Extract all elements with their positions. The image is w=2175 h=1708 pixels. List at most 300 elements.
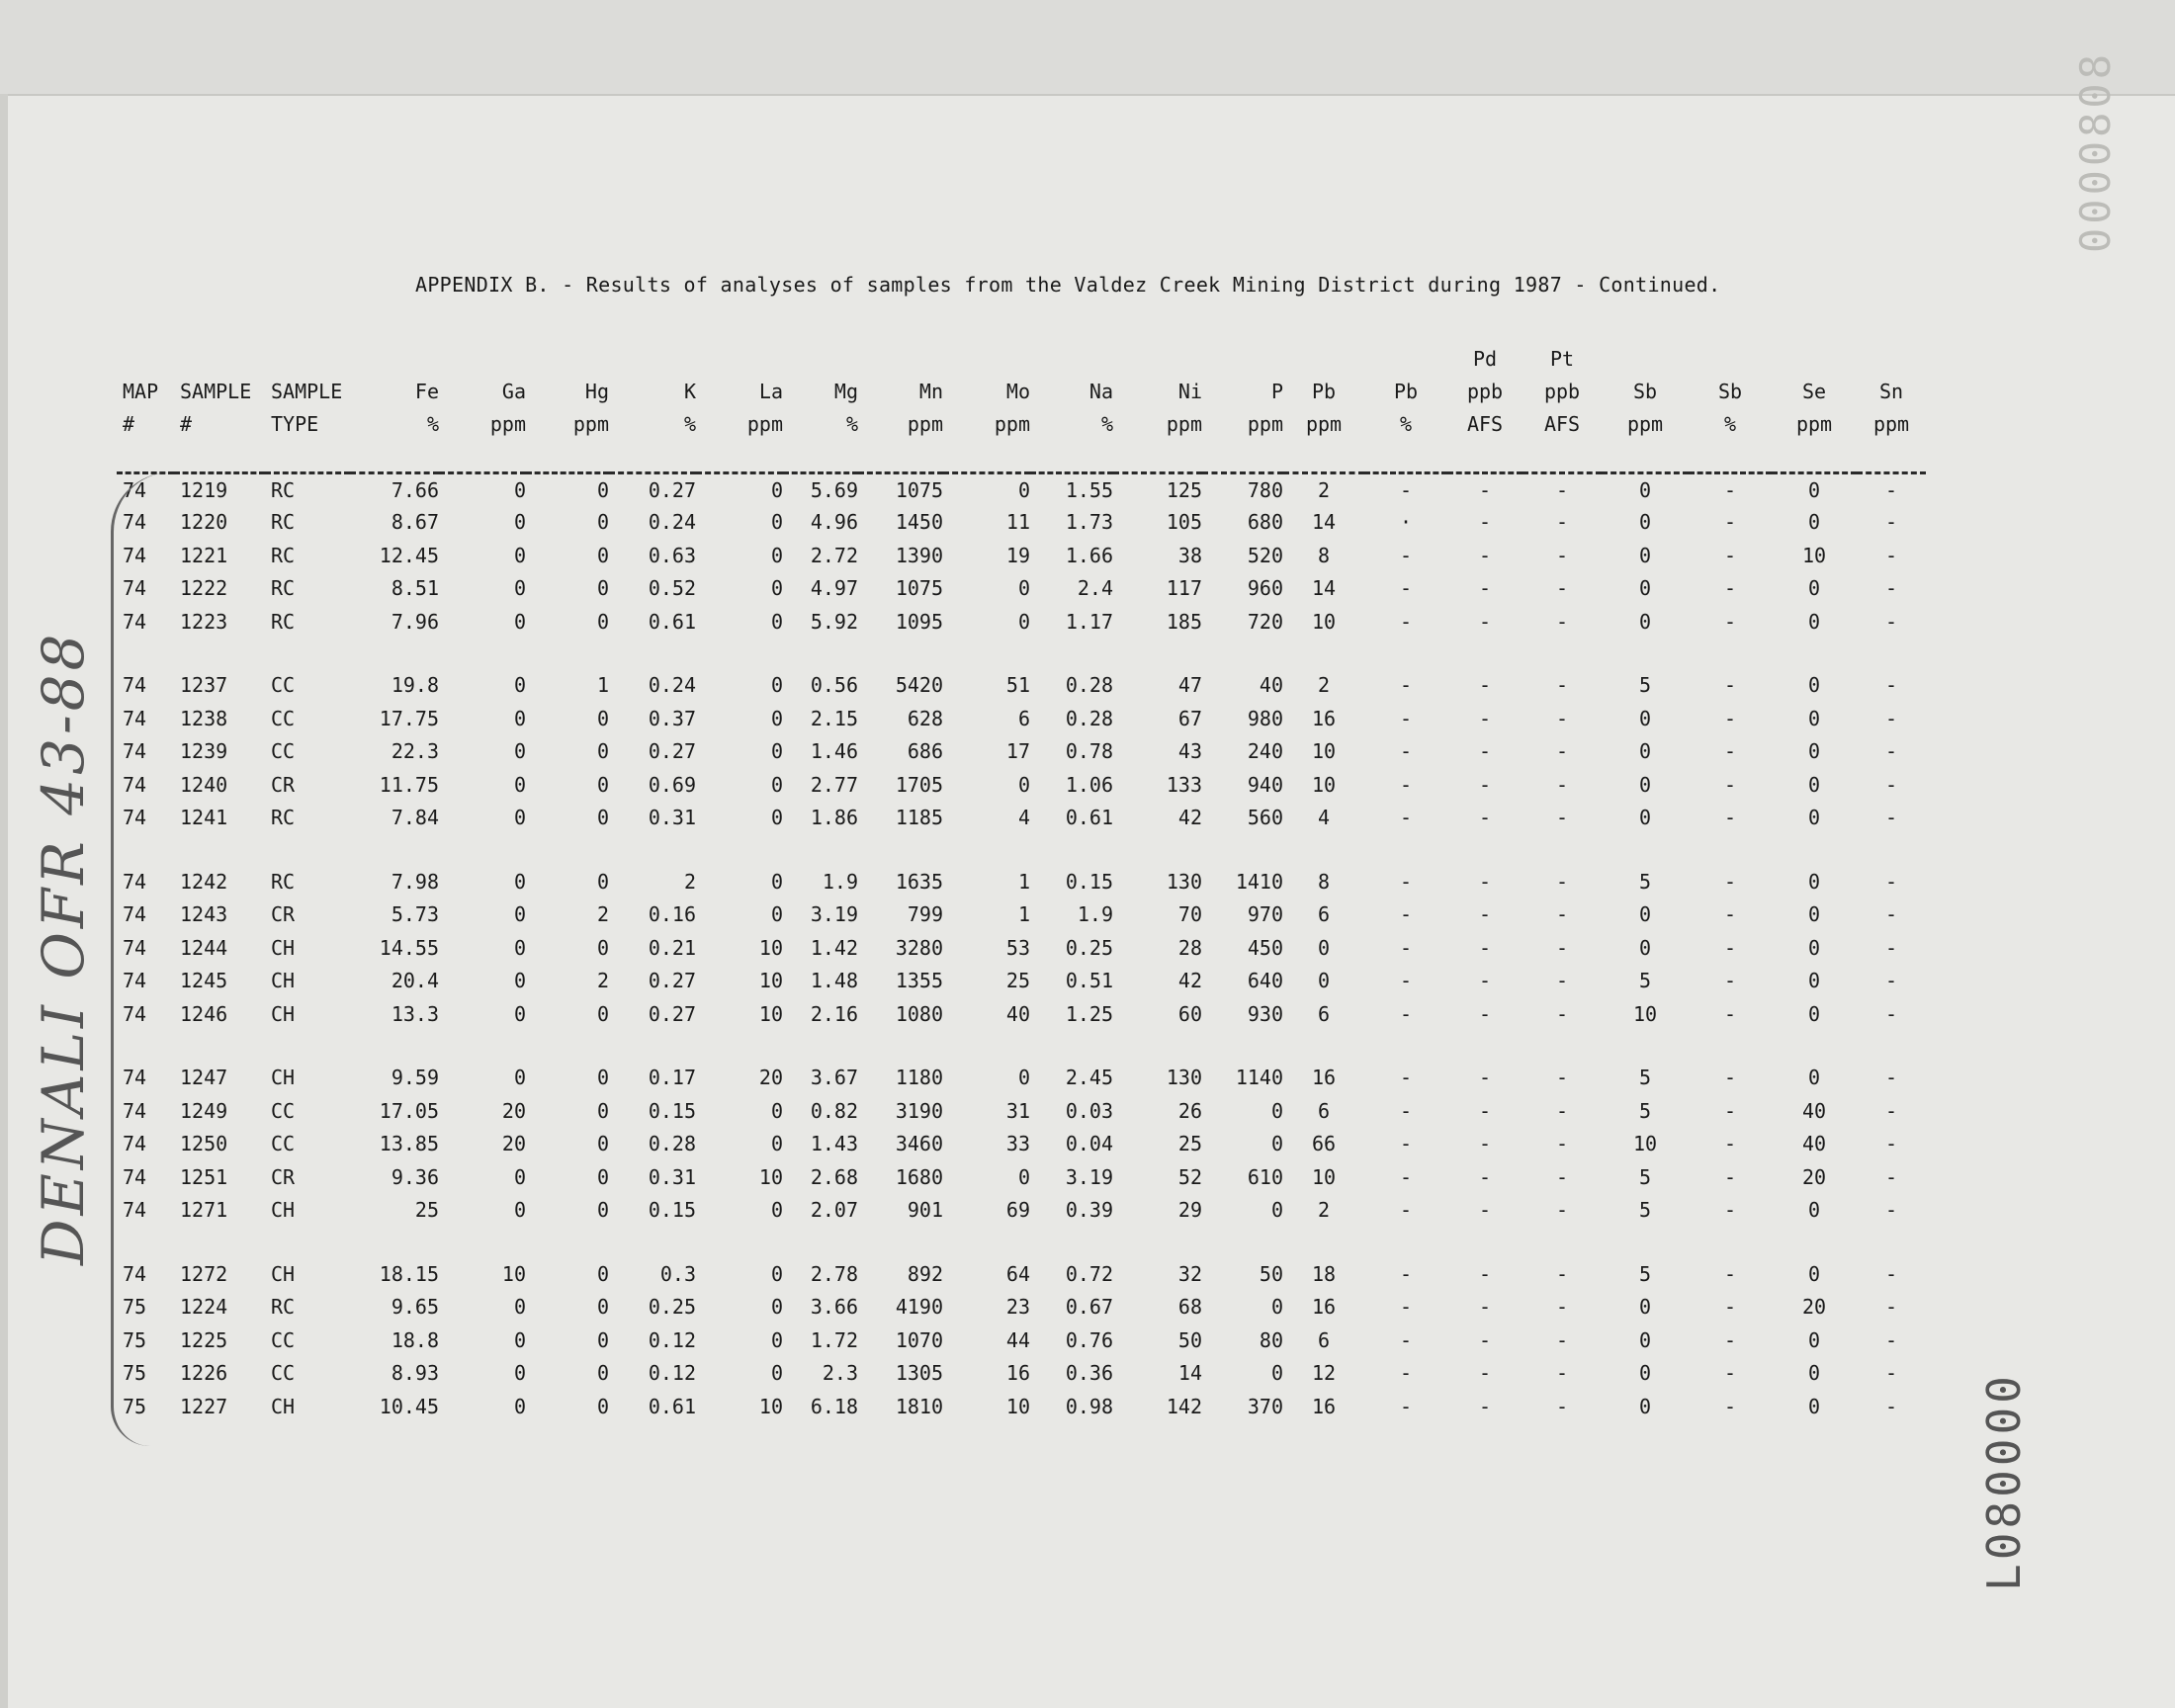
cell-ni: 38 xyxy=(1177,543,1202,567)
cell-pt: - xyxy=(1555,1361,1569,1386)
cell-pt: - xyxy=(1555,609,1569,634)
cell-ga: 0 xyxy=(513,902,526,927)
cell-sb-ppm: 0 xyxy=(1638,1295,1652,1320)
cell-sn: - xyxy=(1884,576,1898,601)
cell-pd: - xyxy=(1478,772,1492,797)
cell-pb-ppm: 16 xyxy=(1311,1066,1337,1090)
cell-la: 0 xyxy=(770,869,783,894)
cell-fe: 9.65 xyxy=(391,1295,439,1320)
cell-pt: - xyxy=(1555,576,1569,601)
cell-la: 0 xyxy=(770,739,783,764)
cell-na: 2.45 xyxy=(1065,1066,1113,1090)
cell-ni: 43 xyxy=(1177,739,1202,764)
cell-mg: 3.66 xyxy=(810,1295,858,1320)
cell-p: 370 xyxy=(1247,1394,1283,1418)
cell-p: 240 xyxy=(1247,739,1283,764)
cell-la: 0 xyxy=(770,1198,783,1223)
table-row xyxy=(117,1257,1926,1291)
cell-se: 0 xyxy=(1807,510,1821,535)
cell-pd: - xyxy=(1478,1261,1492,1286)
cell-mn: 3280 xyxy=(895,935,943,960)
header-cell-sb-pct: % xyxy=(1723,411,1737,436)
cell-k: 0.31 xyxy=(648,1164,696,1189)
cell-pd: - xyxy=(1478,1198,1492,1223)
header-cell-ga: ppm xyxy=(489,411,526,436)
cell-hg: 0 xyxy=(596,1198,609,1223)
table-row xyxy=(117,898,1926,932)
cell-type: RC xyxy=(271,576,296,601)
cell-pt: - xyxy=(1555,772,1569,797)
cell-k: 0.24 xyxy=(648,673,696,698)
cell-k: 0.17 xyxy=(648,1066,696,1090)
cell-pb-pct: - xyxy=(1399,739,1413,764)
cell-fe: 20.4 xyxy=(391,969,439,993)
cell-ni: 67 xyxy=(1177,706,1202,730)
cell-sb-pct: - xyxy=(1723,806,1737,830)
cell-la: 0 xyxy=(770,902,783,927)
header-cell-type: SAMPLE xyxy=(271,379,343,403)
cell-type: CC xyxy=(271,673,296,698)
cell-mn: 3460 xyxy=(895,1132,943,1156)
cell-pd: - xyxy=(1478,609,1492,634)
cell-na: 0.28 xyxy=(1065,706,1113,730)
cell-k: 0.52 xyxy=(648,576,696,601)
cell-type: RC xyxy=(271,543,296,567)
header-cell-sb-pct: Sb xyxy=(1717,379,1743,403)
cell-fe: 17.75 xyxy=(379,706,439,730)
cell-mg: 2.07 xyxy=(810,1198,858,1223)
cell-mg: 1.43 xyxy=(810,1132,858,1156)
cell-na: 0.36 xyxy=(1065,1361,1113,1386)
cell-pb-pct: - xyxy=(1399,806,1413,830)
cell-na: 0.72 xyxy=(1065,1261,1113,1286)
cell-fe: 5.73 xyxy=(391,902,439,927)
cell-sn: - xyxy=(1884,772,1898,797)
header-cell-pb-ppm: ppm xyxy=(1305,411,1343,436)
header-cell-sample: # xyxy=(180,411,193,436)
cell-se: 0 xyxy=(1807,969,1821,993)
cell-mg: 1.72 xyxy=(810,1327,858,1352)
header-cell-sn: Sn xyxy=(1878,379,1904,403)
cell-sample: 1237 xyxy=(180,673,228,698)
table-row xyxy=(117,931,1926,965)
cell-sb-pct: - xyxy=(1723,869,1737,894)
cell-mn: 1810 xyxy=(895,1394,943,1418)
cell-sb-ppm: 0 xyxy=(1638,772,1652,797)
cell-type: CH xyxy=(271,1261,296,1286)
header-cell-p: ppm xyxy=(1247,411,1283,436)
cell-mo: 0 xyxy=(1017,1066,1030,1090)
cell-sb-pct: - xyxy=(1723,739,1737,764)
header-cell-mo: ppm xyxy=(994,411,1030,436)
cell-pb-ppm: 2 xyxy=(1317,1198,1331,1223)
cell-mo: 0 xyxy=(1017,477,1030,502)
cell-mo: 10 xyxy=(1005,1394,1030,1418)
header-row xyxy=(117,342,1926,375)
cell-se: 0 xyxy=(1807,706,1821,730)
cell-pd: - xyxy=(1478,543,1492,567)
cell-pd: - xyxy=(1478,477,1492,502)
cell-k: 2 xyxy=(683,869,696,894)
cell-sn: - xyxy=(1884,477,1898,502)
cell-map: 75 xyxy=(123,1327,147,1352)
header-cell-fe: % xyxy=(426,411,439,436)
group-spacer xyxy=(117,834,1926,865)
cell-p: 560 xyxy=(1247,806,1283,830)
cell-pb-pct: - xyxy=(1399,1164,1413,1189)
cell-ga: 0 xyxy=(513,806,526,830)
cell-pd: - xyxy=(1478,1361,1492,1386)
cell-sb-ppm: 0 xyxy=(1638,706,1652,730)
cell-mo: 1 xyxy=(1017,869,1030,894)
table-row xyxy=(117,539,1926,572)
cell-type: RC xyxy=(271,609,296,634)
cell-mo: 19 xyxy=(1005,543,1030,567)
cell-na: 0.67 xyxy=(1065,1295,1113,1320)
cell-p: 680 xyxy=(1247,510,1283,535)
cell-sample: 1251 xyxy=(180,1164,228,1189)
cell-mg: 2.78 xyxy=(810,1261,858,1286)
cell-sb-pct: - xyxy=(1723,1394,1737,1418)
cell-sample: 1250 xyxy=(180,1132,228,1156)
cell-sample: 1240 xyxy=(180,772,228,797)
cell-sb-pct: - xyxy=(1723,1066,1737,1090)
cell-pd: - xyxy=(1478,576,1492,601)
cell-mo: 0 xyxy=(1017,609,1030,634)
cell-la: 0 xyxy=(770,772,783,797)
cell-na: 0.25 xyxy=(1065,935,1113,960)
cell-k: 0.27 xyxy=(648,969,696,993)
cell-se: 0 xyxy=(1807,869,1821,894)
cell-pb-pct: - xyxy=(1399,1098,1413,1123)
cell-na: 1.06 xyxy=(1065,772,1113,797)
cell-na: 0.78 xyxy=(1065,739,1113,764)
document-number: L080000 xyxy=(1977,1372,2031,1591)
header-cell-pt: Pt xyxy=(1549,346,1575,371)
cell-type: CC xyxy=(271,1098,296,1123)
cell-pb-pct: - xyxy=(1399,1001,1413,1026)
cell-k: 0.12 xyxy=(648,1327,696,1352)
handwritten-bracket xyxy=(111,472,173,1446)
cell-sn: - xyxy=(1884,543,1898,567)
header-cell-sb-pct xyxy=(1689,342,1772,375)
cell-sample: 1222 xyxy=(180,576,228,601)
cell-sb-pct: - xyxy=(1723,1164,1737,1189)
cell-sb-ppm: 0 xyxy=(1638,935,1652,960)
cell-fe: 13.85 xyxy=(379,1132,439,1156)
header-row xyxy=(117,407,1926,440)
cell-sn: - xyxy=(1884,1361,1898,1386)
cell-pb-ppm: 14 xyxy=(1311,576,1337,601)
cell-map: 74 xyxy=(123,1098,147,1123)
cell-map: 74 xyxy=(123,706,147,730)
cell-p: 80 xyxy=(1259,1327,1283,1352)
cell-k: 0.63 xyxy=(648,543,696,567)
cell-p: 50 xyxy=(1259,1261,1283,1286)
cell-la: 10 xyxy=(758,935,783,960)
cell-pb-pct: - xyxy=(1399,673,1413,698)
cell-ga: 0 xyxy=(513,576,526,601)
cell-mo: 6 xyxy=(1017,706,1030,730)
header-cell-sb-ppm xyxy=(1602,342,1689,375)
cell-pb-pct: - xyxy=(1399,869,1413,894)
cell-sb-ppm: 0 xyxy=(1638,1394,1652,1418)
cell-mn: 686 xyxy=(907,739,943,764)
header-cell-sample xyxy=(174,342,265,375)
cell-map: 74 xyxy=(123,1066,147,1090)
cell-map: 74 xyxy=(123,543,147,567)
cell-k: 0.12 xyxy=(648,1361,696,1386)
cell-sample: 1220 xyxy=(180,510,228,535)
cell-pt: - xyxy=(1555,902,1569,927)
cell-mo: 25 xyxy=(1005,969,1030,993)
cell-mn: 5420 xyxy=(895,673,943,698)
cell-fe: 7.66 xyxy=(391,477,439,502)
cell-sb-pct: - xyxy=(1723,902,1737,927)
cell-la: 0 xyxy=(770,1327,783,1352)
header-cell-mo xyxy=(943,342,1030,375)
cell-sample: 1271 xyxy=(180,1198,228,1223)
cell-pb-ppm: 18 xyxy=(1311,1261,1337,1286)
cell-k: 0.3 xyxy=(659,1261,696,1286)
cell-se: 0 xyxy=(1807,1361,1821,1386)
cell-sb-ppm: 0 xyxy=(1638,510,1652,535)
cell-mn: 1185 xyxy=(895,806,943,830)
cell-k: 0.24 xyxy=(648,510,696,535)
cell-ga: 0 xyxy=(513,1164,526,1189)
faint-stamp-number: 0000808 xyxy=(2071,49,2120,253)
cell-sb-ppm: 5 xyxy=(1638,673,1652,698)
cell-na: 0.51 xyxy=(1065,969,1113,993)
cell-sn: - xyxy=(1884,1295,1898,1320)
cell-pb-ppm: 6 xyxy=(1317,902,1331,927)
cell-na: 0.61 xyxy=(1065,806,1113,830)
cell-sn: - xyxy=(1884,609,1898,634)
cell-mn: 1095 xyxy=(895,609,943,634)
cell-p: 1140 xyxy=(1235,1066,1283,1090)
header-cell-se: Se xyxy=(1801,379,1827,403)
cell-sample: 1221 xyxy=(180,543,228,567)
cell-hg: 0 xyxy=(596,772,609,797)
cell-se: 0 xyxy=(1807,673,1821,698)
cell-sb-pct: - xyxy=(1723,1361,1737,1386)
cell-la: 0 xyxy=(770,1132,783,1156)
cell-pd: - xyxy=(1478,1001,1492,1026)
cell-sb-ppm: 5 xyxy=(1638,1261,1652,1286)
header-cell-k xyxy=(609,342,696,375)
header-cell-ni: ppm xyxy=(1166,411,1202,436)
cell-map: 74 xyxy=(123,806,147,830)
cell-pb-ppm: 6 xyxy=(1317,1098,1331,1123)
cell-mo: 17 xyxy=(1005,739,1030,764)
cell-sample: 1238 xyxy=(180,706,228,730)
cell-mg: 2.68 xyxy=(810,1164,858,1189)
cell-se: 0 xyxy=(1807,1001,1821,1026)
cell-ni: 130 xyxy=(1166,869,1202,894)
cell-map: 74 xyxy=(123,576,147,601)
cell-se: 0 xyxy=(1807,935,1821,960)
cell-ni: 32 xyxy=(1177,1261,1202,1286)
cell-k: 0.31 xyxy=(648,806,696,830)
cell-sample: 1227 xyxy=(180,1394,228,1418)
cell-sn: - xyxy=(1884,1066,1898,1090)
cell-fe: 8.67 xyxy=(391,510,439,535)
table-row xyxy=(117,702,1926,735)
cell-fe: 13.3 xyxy=(391,1001,439,1026)
header-cell-mg: % xyxy=(845,411,858,436)
cell-la: 20 xyxy=(758,1066,783,1090)
table-row xyxy=(117,1128,1926,1161)
cell-sb-pct: - xyxy=(1723,477,1737,502)
cell-mo: 64 xyxy=(1005,1261,1030,1286)
table-row xyxy=(117,735,1926,769)
cell-p: 930 xyxy=(1247,1001,1283,1026)
cell-sb-pct: - xyxy=(1723,576,1737,601)
scan-top-band xyxy=(0,0,2175,96)
cell-mn: 1705 xyxy=(895,772,943,797)
cell-fe: 9.36 xyxy=(391,1164,439,1189)
header-cell-mg xyxy=(783,342,858,375)
cell-ga: 0 xyxy=(513,673,526,698)
cell-pd: - xyxy=(1478,1066,1492,1090)
header-cell-p xyxy=(1202,342,1283,375)
cell-la: 0 xyxy=(770,510,783,535)
table-body xyxy=(117,472,1926,1423)
cell-hg: 0 xyxy=(596,1394,609,1418)
cell-map: 75 xyxy=(123,1394,147,1418)
cell-sn: - xyxy=(1884,1132,1898,1156)
cell-sn: - xyxy=(1884,969,1898,993)
cell-pt: - xyxy=(1555,543,1569,567)
cell-sn: - xyxy=(1884,935,1898,960)
cell-mg: 3.67 xyxy=(810,1066,858,1090)
cell-mn: 892 xyxy=(907,1261,943,1286)
header-cell-pd: Pd xyxy=(1472,346,1498,371)
cell-type: CH xyxy=(271,1001,296,1026)
cell-ga: 0 xyxy=(513,543,526,567)
cell-pd: - xyxy=(1478,1327,1492,1352)
cell-pd: - xyxy=(1478,1295,1492,1320)
cell-ni: 130 xyxy=(1166,1066,1202,1090)
cell-sb-pct: - xyxy=(1723,1295,1737,1320)
cell-mn: 1075 xyxy=(895,576,943,601)
cell-ga: 0 xyxy=(513,772,526,797)
cell-p: 940 xyxy=(1247,772,1283,797)
cell-la: 0 xyxy=(770,1261,783,1286)
cell-mn: 1355 xyxy=(895,969,943,993)
header-cell-map: # xyxy=(123,411,135,436)
cell-sb-ppm: 0 xyxy=(1638,609,1652,634)
cell-pb-pct: - xyxy=(1399,902,1413,927)
header-cell-la xyxy=(696,342,783,375)
cell-sn: - xyxy=(1884,1098,1898,1123)
header-cell-ga xyxy=(439,342,526,375)
table-row xyxy=(117,1357,1926,1391)
cell-na: 0.04 xyxy=(1065,1132,1113,1156)
cell-la: 10 xyxy=(758,1001,783,1026)
cell-la: 0 xyxy=(770,1295,783,1320)
cell-pb-pct: - xyxy=(1399,477,1413,502)
cell-fe: 8.51 xyxy=(391,576,439,601)
cell-ga: 0 xyxy=(513,935,526,960)
cell-na: 0.03 xyxy=(1065,1098,1113,1123)
table-row xyxy=(117,572,1926,606)
cell-sample: 1243 xyxy=(180,902,228,927)
cell-mg: 2.3 xyxy=(822,1361,858,1386)
cell-type: CC xyxy=(271,1132,296,1156)
cell-pb-ppm: 16 xyxy=(1311,1394,1337,1418)
cell-hg: 0 xyxy=(596,1327,609,1352)
cell-pb-pct: - xyxy=(1399,609,1413,634)
cell-pb-ppm: 10 xyxy=(1311,609,1337,634)
cell-p: 520 xyxy=(1247,543,1283,567)
cell-hg: 0 xyxy=(596,935,609,960)
cell-fe: 14.55 xyxy=(379,935,439,960)
cell-mo: 4 xyxy=(1017,806,1030,830)
cell-hg: 0 xyxy=(596,1164,609,1189)
cell-map: 74 xyxy=(123,477,147,502)
cell-sample: 1241 xyxy=(180,806,228,830)
cell-ga: 0 xyxy=(513,609,526,634)
header-cell-k: K xyxy=(683,379,696,403)
cell-hg: 1 xyxy=(596,673,609,698)
cell-pb-ppm: 10 xyxy=(1311,739,1337,764)
header-cell-pd: AFS xyxy=(1466,411,1504,436)
cell-mn: 1635 xyxy=(895,869,943,894)
cell-se: 20 xyxy=(1801,1295,1827,1320)
cell-la: 0 xyxy=(770,806,783,830)
cell-pd: - xyxy=(1478,1394,1492,1418)
group-spacer xyxy=(117,639,1926,669)
table-row xyxy=(117,1094,1926,1128)
cell-ni: 47 xyxy=(1177,673,1202,698)
cell-pt: - xyxy=(1555,510,1569,535)
cell-na: 0.76 xyxy=(1065,1327,1113,1352)
cell-la: 0 xyxy=(770,706,783,730)
cell-p: 640 xyxy=(1247,969,1283,993)
cell-mn: 628 xyxy=(907,706,943,730)
cell-pt: - xyxy=(1555,1327,1569,1352)
cell-map: 74 xyxy=(123,902,147,927)
header-cell-mo: Mo xyxy=(1005,379,1030,403)
cell-sb-ppm: 10 xyxy=(1632,1132,1658,1156)
cell-pb-pct: - xyxy=(1399,1132,1413,1156)
cell-se: 0 xyxy=(1807,1198,1821,1223)
cell-p: 780 xyxy=(1247,477,1283,502)
cell-na: 0.98 xyxy=(1065,1394,1113,1418)
cell-pb-ppm: 10 xyxy=(1311,1164,1337,1189)
cell-mo: 23 xyxy=(1005,1295,1030,1320)
cell-mg: 1.42 xyxy=(810,935,858,960)
cell-sn: - xyxy=(1884,673,1898,698)
header-cell-hg: Hg xyxy=(584,379,609,403)
cell-hg: 0 xyxy=(596,706,609,730)
cell-ga: 0 xyxy=(513,706,526,730)
cell-ni: 70 xyxy=(1177,902,1202,927)
header-cell-hg xyxy=(526,342,609,375)
cell-la: 10 xyxy=(758,969,783,993)
cell-type: CC xyxy=(271,739,296,764)
header-cell-fe: Fe xyxy=(414,379,439,403)
cell-ni: 29 xyxy=(1177,1198,1202,1223)
cell-na: 1.73 xyxy=(1065,510,1113,535)
cell-pt: - xyxy=(1555,969,1569,993)
cell-pt: - xyxy=(1555,1066,1569,1090)
table-row xyxy=(117,1160,1926,1194)
cell-map: 74 xyxy=(123,772,147,797)
cell-pb-ppm: 0 xyxy=(1317,935,1331,960)
cell-ga: 0 xyxy=(513,969,526,993)
